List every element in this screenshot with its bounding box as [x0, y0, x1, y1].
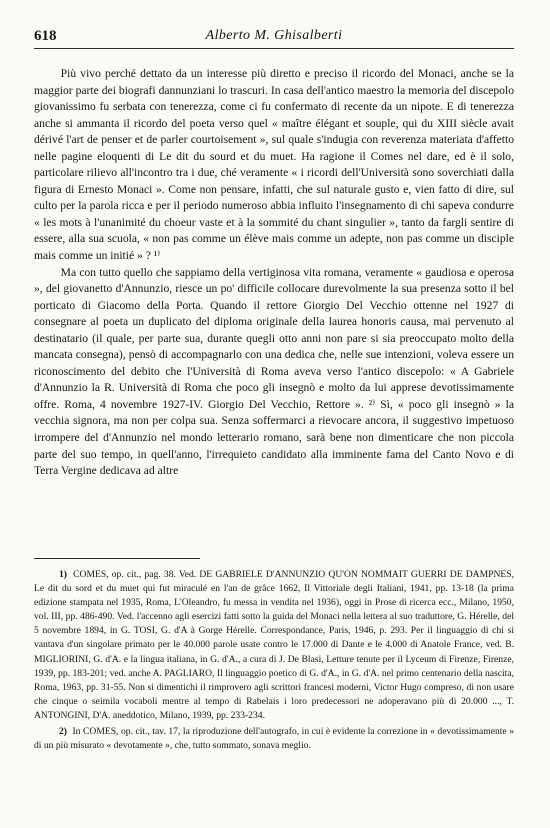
footnote-number: 1) [58, 569, 67, 580]
running-head: Alberto M. Ghisalberti [205, 28, 343, 43]
paragraph: Ma con tutto quello che sappiamo della vertiginosa vita romana, veramente « gaudiosa e operosa », del giovanetto d'Annunzio, riesce un po' difficile collocare durevolmente la sua presenza sotto il bel porticato di Giacomo della Porta. Quando il rettore Giorgio Del Vecchio ottenne nel 1927 di consegnare al poeta un duplicato del diploma originale della laurea honoris causa, mai pervenuto al destinatario (il quale, per parte sua, durante quegli otto anni non pare si sia preoccupato molto della mancata consegna), pensò di accompagnarlo con una dedica che, nelle sue intenzioni, voleva essere un riconoscimento del debito che l'Università di Roma aveva verso l'antico discepolo: « A Gabriele d'Annunzio la R. Università di Roma che poco gli insegnò e molto da lui apprese devotissimamente offre. Roma, 4 novembre 1927-IV. Giorgio Del Vecchio, Rettore ». ²⁾ Sì, « poco gli insegnò » la vecchia signora, ma non per colpa sua. Senza soffermarci a rievocare ancora, il suggestivo impetuoso irrompere del d'Annunzio nel mondo letterario romano, sarà bene non dimenticare che non piccola parte del suo tempo, in quell'anno, l'irrequieto candidato alla imminente fama del Canto Novo e di Terra Vergine dedicava ad altre [34, 265, 514, 478]
footnote-text: COMES, op. cit., pag. 38. Ved. DE GABRIELE D'ANNUNZIO QU'ON NOMMAIT GUERRI DE DAMPNES, Le dit du sord et du muet qui fut miraculé en l'an de grâce 1662, Il Vittoriale degli Italiani, 1941, pp. 13-18 (la prima edizione stampata nel 1935, Roma, L'Oleandro, fu messa in vendita nel 1936), oggi in Prose di ricerca ecc., Milano, 1950, vol. III, pp. 486-490. Ved. l'accenno agli esercizi fatti sotto la guida del Monaci nella lettera al suo traduttore, G. Hérelle, del 5 novembre 1894, in G. TOSI, G. d'A à Gorge Hérelle. Correspondance, Paris, 1946, p. 293. Per il linguaggio di chi si vantava d'un singolare primato per le 40.000 parole usate contro le 17.000 di Dante e le 4.000 di Anatole France, ved. B. MIGLIORINI, G. d'A. e la lingua italiana, in G. d'A., a cura di J. De Blasi, Letture tenute per il Lyceum di Firenze, Firenze, 1939, pp. 183-201; ved. anche A. PAGLIARO, Il linguaggio poetico di G. d'A., in G. d'A. nel primo centenario della nascita, Roma, 1963, pp. 31-55. Non si dimentichi il rimprovero agli scrittori francesi moderni, Victor Hugo compreso, di non usare che cinque o seimila vocaboli mentre al tempo di Rabelais i loro predecessori ne adoperavano più di 20.000 ..., T. ANTONGINI, D'A. aneddotico, Milano, 1939, pp. 233-234. [34, 569, 514, 721]
page-header [34, 26, 514, 49]
footnotes [34, 568, 514, 755]
body-text [34, 66, 514, 480]
footnote-text: In COMES, op. cit., tav. 17, la riproduzione dell'autografo, in cui è evidente la correzione in « devotissimamente » di un più misurato « devotamente », che, tutto sommato, sonava meglio. [34, 726, 514, 752]
footnote [34, 568, 514, 723]
footnote-divider [34, 558, 200, 559]
footnote [34, 725, 514, 753]
paragraph: Più vivo perché dettato da un interesse più diretto e preciso il ricordo del Monaci, anche se la maggior parte dei biografi dannunziani lo trascuri. In casa dell'antico maestro la memoria del discepolo giovanissimo fu serbata con tenerezza, come ci fu confermato di recente da un nipote. E di tenerezza anche si ammanta il ricordo del poeta verso quel « maître élégant et souple, qui du XIII siècle avait dérivé l'art de penser et de parler courtoisement », sul quale s'indugia con reverenza materiata d'affetto nelle pagine eloquenti di Le dit du sourd et du muet. Ha ragione il Comes nel dare, ed è il solo, particolare rilievo all'incontro tra i due, ché veramente « i ricordi dell'Università sono soverchiati dalla figura di Ernesto Monaci ». Come non pensare, infatti, che sul naturale gusto e, vien fatto di dire, sul culto per la parola ricca e per il periodo numeroso abbia influito l'insegnamento di chi sapeva condurre « les mots à l'unanimité du choeur vaste et à la sommité du chant singulier », tanto da fargli sentire di essere, alla sua scuola, « non pas comme un élève mais comme un adepte, non pas comme un disciple mais comme un initié » ? ¹⁾ [34, 67, 514, 263]
footnote-number: 2) [58, 726, 67, 738]
page-number: 618 [34, 28, 57, 44]
